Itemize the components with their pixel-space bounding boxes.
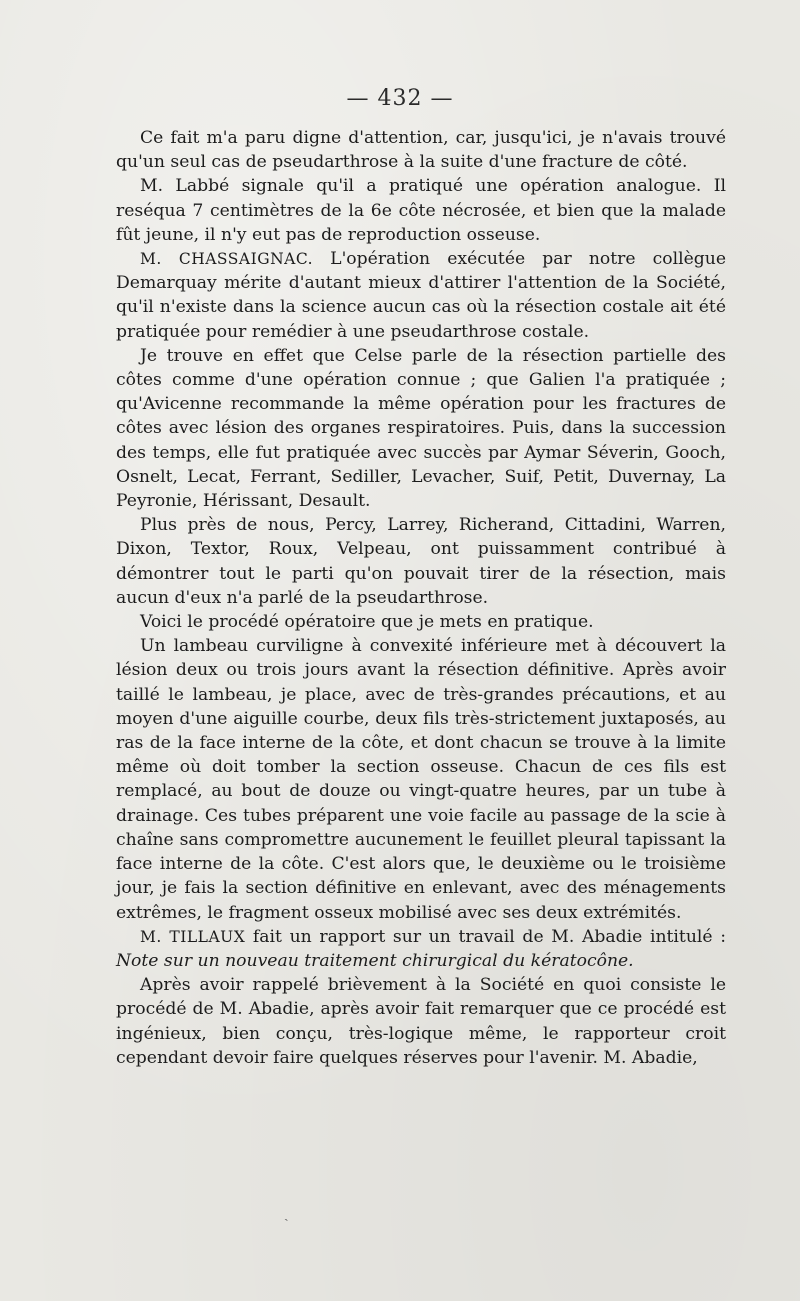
body-text — [116, 126, 726, 1070]
paragraph-7: Un lambeau curviligne à convexité inférieure met à découvert la lésion deux ou trois jours avant la résection définitive. Après avoir taillé le lambeau, je place, avec de très-grandes précautions, et au moyen d'une aiguille courbe, deux fils très-strictement juxtaposés, au ras de la face interne de la côte, et dont chacun se trouve à la limite même où doit tomber la section osseuse. Chacun de ces fils est remplacé, au bout de douze ou vingt-quatre heures, par un tube à drainage. Ces tubes préparent une voie facile au passage de la scie à chaîne sans compromettre aucunement le feuillet pleural tapissant la face interne de la côte. C'est alors que, le deuxième ou le troisième jour, je fais la section définitive en enlevant, avec des ménagements extrêmes, le fragment osseux mobilisé avec ses deux extrémités. — [116, 636, 726, 923]
stray-mark: ˏ — [284, 1206, 289, 1222]
paragraph-8-text: fait un rapport sur un travail de M. Abadie intitulé : — [252, 926, 726, 947]
paragraph-6: Voici le procédé opératoire que je mets en pratique. — [140, 612, 594, 633]
paragraph-1: Ce fait m'a paru digne d'attention, car, jusqu'ici, je n'avais trouvé qu'un seul cas de pseudarthrose à la suite d'une fracture de côté. — [116, 128, 726, 173]
speaker-chassaignac: M. CHASSAIGNAC. — [140, 250, 314, 269]
paragraph-8 — [116, 925, 726, 973]
report-title: Note sur un nouveau traitement chirurgical du kératocône. — [116, 950, 634, 971]
paragraph-3 — [116, 247, 726, 344]
speaker-tillaux: M. TILLAUX — [140, 927, 246, 946]
page-number: — 432 — — [346, 86, 454, 111]
paragraph-9: Après avoir rappelé brièvement à la Société en quoi consiste le procédé de M. Abadie, après avoir fait remarquer que ce procédé est ingénieux, bien conçu, très-logique même, le rapporteur croit cependant devoir faire quelques réserves pour l'avenir. M. Abadie, — [116, 975, 726, 1068]
paragraph-4: Je trouve en effet que Celse parle de la résection partielle des côtes comme d'une opération connue ; que Galien l'a pratiquée ; qu'Avicenne recommande la même opération pour les fractures de côtes avec lésion des organes respiratoires. Puis, dans la succession des temps, elle fut pratiquée avec succès par Aymar Séverin, Gooch, Osnelt, Lecat, Ferrant, Sediller, Levacher, Suif, Petit, Duvernay, La Peyronie, Hérissant, Desault. — [116, 345, 726, 512]
paragraph-3-text: L'opération exécutée par notre collègue Demarquay mérite d'autant mieux d'attirer l'attention de la Société, qu'il n'existe dans la science aucun cas où la résection costale ait été pratiquée pour remédier à une pseudarthrose costale. — [116, 249, 727, 342]
paragraph-2: M. Labbé signale qu'il a pratiqué une opération analogue. Il reséqua 7 centimètres de la 6e côte nécrosée, et bien que la malade fût jeune, il n'y eut pas de reproduction osseuse. — [116, 176, 726, 245]
paragraph-5: Plus près de nous, Percy, Larrey, Richerand, Cittadini, Warren, Dixon, Textor, Roux, Velpeau, ont puissamment contribué à démontrer tout le parti qu'on pouvait tirer de la résection, mais aucun d'eux n'a parlé de la pseudarthrose. — [116, 515, 726, 608]
